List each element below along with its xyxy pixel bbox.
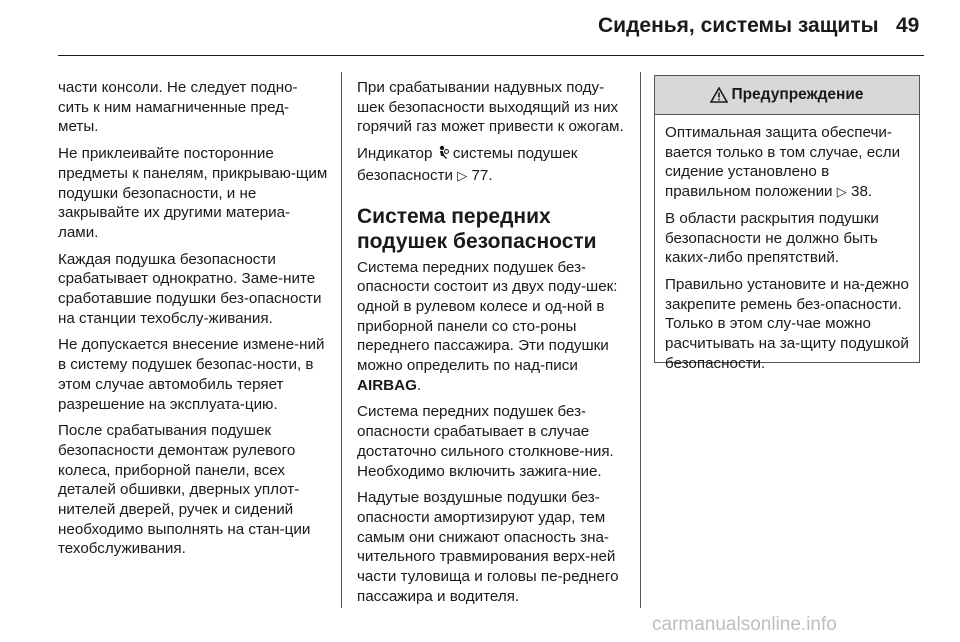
warning-header (655, 76, 919, 115)
paragraph: Надутые воздушные подушки без-опасности амортизируют удар, тем самым они снижают опасность зна-чительного травмирования верх-ней части туловища и головы пе-реднего пассажира и водителя. (357, 489, 619, 605)
paragraph: Система передних подушек без-опасности срабатывает в случае достаточно сильного столкнове-ния. Необходимо включить зажига-ние. (357, 403, 614, 480)
page-reference[interactable]: 77. (471, 166, 493, 184)
paragraph: После срабатывания подушек безопасности демонтаж рулевого колеса, приборной панели, всех деталей обшивки, дверных уплот-нителей дверей, ручек и сидений необходимо выполнять на стан-ции техобслуживания. (58, 422, 311, 558)
paragraph (665, 123, 909, 202)
paragraph: части консоли. Не следует подно-сить к ним намагниченные пред-меты. (58, 79, 298, 136)
page-reference[interactable]: 38. (851, 183, 873, 201)
paragraph: Система передних подушек без-опасности состоит из двух поду-шек: одной в рулевом колесе и од-ной в приборной панели со сто-роны переднего пассажира. Эти подушки можно определить по над-писи AIRBAG. (357, 258, 618, 394)
paragraph: При срабатывании надувных поду-шек безопасности выходящий из них горячий газ может привести к ожогам. (357, 79, 624, 136)
paragraph-text: Оптимальная защита обеспечи-вается только в том случае, если сидение установлено в правильном положении (665, 124, 901, 201)
page-reference-icon: ▷ (836, 184, 847, 200)
column-1 (58, 78, 328, 566)
paragraph-text: Система передних подушек без-опасности состоит из двух поду-шек: одной в рулевом колесе и од-ной в приборной панели со сто-роны переднего пассажира. Эти подушки можно определить по над-писи (357, 258, 618, 375)
indicator-prefix: Индикатор (357, 145, 433, 163)
paragraph: Правильно установите и на-дежно закрепите ремень без-опасности. Только в этом слу-чае можно расчитывать на за-щиту подушкой безопасности. (665, 275, 910, 372)
warning-box (654, 75, 920, 372)
column-2 (357, 78, 629, 613)
header-divider (58, 55, 924, 56)
paragraph: Каждая подушка безопасности срабатывает однократно. Заме-ните сработавшие подушки без-опасности на станции техобслу-живания. (58, 250, 322, 327)
page-number: 49 (896, 14, 920, 37)
airbag-label: AIRBAG (357, 376, 417, 394)
page-title: Сиденья, системы защиты (598, 14, 879, 37)
section-heading: Система передних подушек безопасности (357, 204, 597, 253)
page-reference-icon: ▷ (457, 167, 468, 183)
indicator-paragraph (357, 144, 629, 185)
warning-icon (710, 87, 728, 103)
column-divider (341, 72, 342, 608)
warning-body (655, 115, 919, 373)
indicator-suffix: системы подушек безопасности (357, 145, 578, 184)
watermark: carmanualsonline.info (652, 614, 837, 635)
paragraph: Не приклеивайте посторонние предметы к панелям, прикрываю-щим подушки безопасности, и не закрывайте их другими материа-лами. (58, 145, 328, 241)
warning-title: Предупреждение (731, 86, 864, 103)
airbag-indicator-icon (437, 145, 449, 166)
paragraph: Не допускается внесение измене-ний в систему подушек безопас-ности, в этом случае автомобиль теряет разрешение на эксплуата-цию. (58, 336, 325, 413)
paragraph: В области раскрытия подушки безопасности не должно быть каких-либо препятствий. (665, 209, 879, 267)
column-divider (640, 72, 641, 608)
